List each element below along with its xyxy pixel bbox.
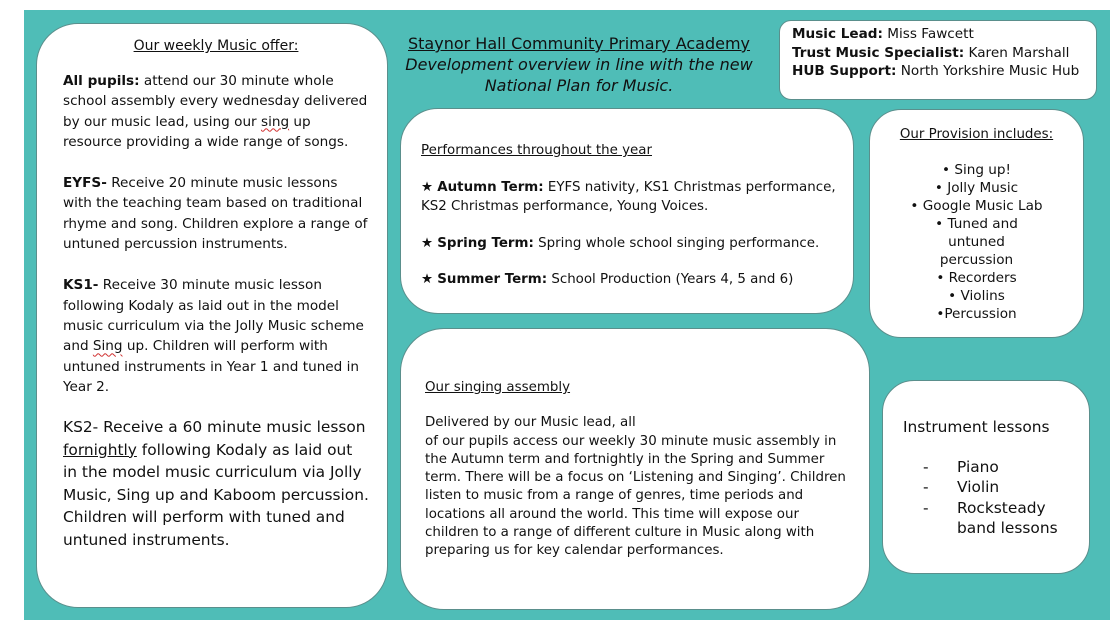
- list-item: • Violins: [948, 288, 1005, 304]
- star-icon: ★: [421, 272, 434, 287]
- list-item: • Recorders: [936, 270, 1017, 286]
- singing-assembly-heading: Our singing assembly: [425, 380, 571, 395]
- title-line-subtitle: Development overview in line with the new: [405, 55, 753, 74]
- list-item: • Google Music Lab: [910, 198, 1043, 214]
- weekly-offer-heading: Our weekly Music offer:: [133, 38, 299, 54]
- provision-card: [869, 109, 1084, 338]
- all-pupils-paragraph: All pupils: attend our 30 minute whole school assembly every wednesday delivered by our music lead, using our sing up resource providing a wide range of songs.: [63, 73, 368, 150]
- music-lead-row: Music Lead: Miss Fawcett: [792, 26, 974, 42]
- instrument-lessons-card: [882, 380, 1090, 574]
- instrument-list: [903, 457, 1079, 539]
- title-line-plan: National Plan for Music.: [484, 76, 674, 95]
- page-title: [398, 33, 760, 96]
- eyfs-paragraph: EYFS- Receive 20 minute music lessons with the teaching team based on traditional rhyme and song. Children explore a range of untuned percussion instruments.: [63, 175, 368, 253]
- spring-term-item: ★ Spring Term: Spring whole school singing performance.: [421, 235, 820, 251]
- star-icon: ★: [421, 235, 434, 251]
- instrument-lessons-heading: Instrument lessons: [903, 418, 1050, 436]
- singing-assembly-body: of our pupils access our weekly 30 minute music assembly in the Autumn term and fortnightly in the Spring and Summer term. There will be a focus on ‘Listening and Singing’. Children listen to music from a range of genres, time periods and locations all around the world. This time will expose our children to a range of different culture in Music along with preparing us for key calendar performances.: [425, 433, 846, 559]
- provision-heading: Our Provision includes:: [899, 127, 1054, 142]
- list-item: •Percussion: [936, 306, 1017, 322]
- performances-card: [400, 108, 854, 314]
- ks2-paragraph: KS2- Receive a 60 minute music lesson fornightly following Kodaly as laid out in the model music curriculum via Jolly Music, Sing up and Kaboom percussion. Children will perform with tuned and untuned instruments.: [63, 418, 369, 549]
- title-line-school: Staynor Hall Community Primary Academy: [407, 34, 751, 53]
- list-item: • Sing up!: [941, 162, 1011, 178]
- weekly-offer-card: [36, 23, 388, 608]
- summer-term-item: ★ Summer Term: School Production (Years 4, 5 and 6): [421, 272, 794, 287]
- provision-list: [878, 161, 1075, 323]
- star-icon: ★: [421, 179, 434, 195]
- ks1-paragraph: KS1- Receive 30 minute music lesson following Kodaly as laid out in the model music curriculum via the Jolly Music scheme and Sing up. Children will perform with untuned instruments in Year 1 and tuned in Year 2.: [63, 277, 364, 395]
- trust-specialist-row: Trust Music Specialist: Karen Marshall: [792, 44, 1070, 61]
- autumn-term-item: ★ Autumn Term: EYFS nativity, KS1 Christmas performance, KS2 Christmas performance, Young Voices.: [421, 179, 836, 214]
- staff-card: [779, 20, 1097, 100]
- performances-heading: Performances throughout the year: [421, 143, 652, 158]
- list-item: • Jolly Music: [934, 180, 1019, 196]
- list-item: - Piano: [923, 457, 999, 476]
- list-item: - Violin: [923, 478, 1000, 496]
- hub-support-row: HUB Support: North Yorkshire Music Hub: [792, 63, 1080, 79]
- list-item: • Tuned and untuned percussion: [935, 216, 1018, 268]
- singing-assembly-card: [400, 328, 870, 610]
- list-item: - Rocksteady band lessons: [923, 498, 1058, 537]
- singing-assembly-intro: Delivered by our Music lead, all: [425, 415, 636, 431]
